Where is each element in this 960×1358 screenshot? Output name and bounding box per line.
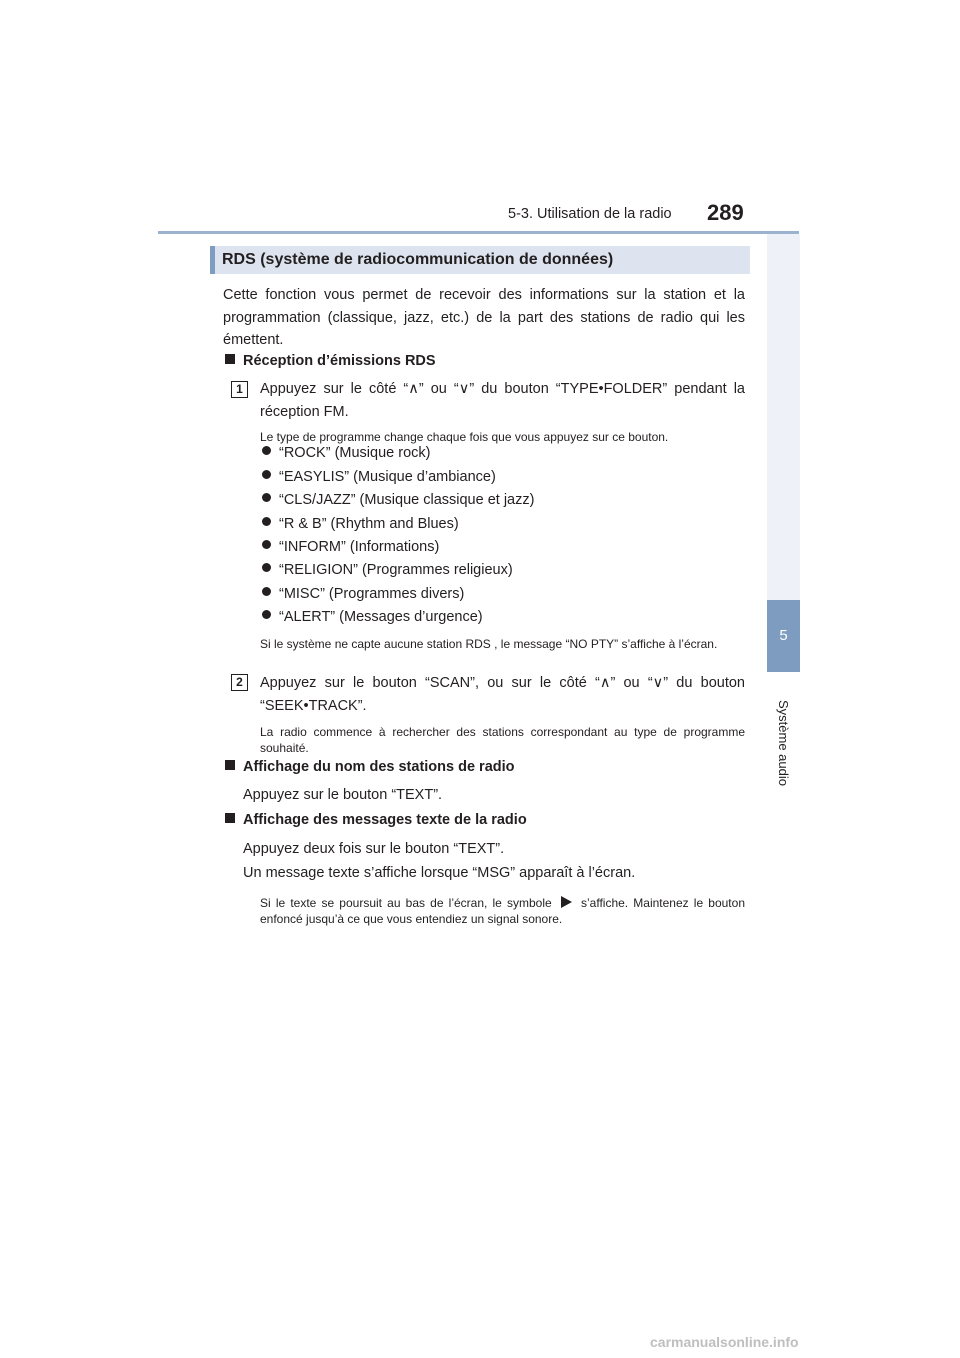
header-rule	[158, 231, 799, 234]
bullet-dot-icon	[262, 517, 271, 526]
watermark: carmanualsonline.info	[650, 1334, 799, 1350]
bullet-dot-icon	[262, 540, 271, 549]
section-title: 5-3. Utilisation de la radio	[508, 206, 672, 222]
bullet-dot-icon	[262, 563, 271, 572]
intro-paragraph: Cette fonction vous permet de recevoir des informations sur la station et la programmation (classique, jazz, etc.) de la part des stations de radio qui les émettent.	[223, 287, 745, 348]
program-type-item: “INFORM” (Informations)	[262, 539, 439, 555]
text-msg-heading	[225, 812, 527, 828]
bullet-dot-icon	[262, 446, 271, 455]
station-name-heading	[225, 759, 515, 775]
no-pty-note: Si le système ne capte aucune station RDS , le message “NO PTY” s’affiche à l’écran.	[260, 637, 718, 651]
side-tab-strip	[767, 234, 800, 600]
program-type-item: “ALERT” (Messages d’urgence)	[262, 609, 483, 625]
text-msg-heading-text: Affichage des messages texte de la radio	[243, 812, 527, 828]
step-1-note: Le type de programme change chaque fois que vous appuyez sur ce bouton.	[260, 430, 669, 444]
bullet-dot-icon	[262, 470, 271, 479]
square-bullet-icon	[225, 354, 235, 364]
section-heading: RDS (système de radiocommunication de données)	[222, 251, 614, 268]
play-triangle-icon	[561, 896, 572, 908]
reception-heading-text: Réception d’émissions RDS	[243, 353, 436, 369]
step-1-badge: 1	[231, 381, 248, 398]
bullet-dot-icon	[262, 493, 271, 502]
step-2-badge: 2	[231, 674, 248, 691]
station-name-text: Appuyez sur le bouton “TEXT”.	[243, 787, 443, 803]
reception-heading	[225, 353, 436, 369]
step-2-text: Appuyez sur le bouton “SCAN”, ou sur le côté “∧” ou “∨” du bouton “SEEK•TRACK”.	[260, 675, 745, 714]
chapter-label-text: Système audio	[776, 700, 791, 786]
program-type-item: “EASYLIS” (Musique d’ambiance)	[262, 469, 496, 485]
program-type-item: “R & B” (Rhythm and Blues)	[262, 516, 459, 532]
program-type-item: “CLS/JAZZ” (Musique classique et jazz)	[262, 492, 534, 508]
chapter-label	[775, 700, 795, 820]
program-type-item: “ROCK” (Musique rock)	[262, 445, 430, 461]
station-name-heading-text: Affichage du nom des stations de radio	[243, 759, 515, 775]
bullet-dot-icon	[262, 610, 271, 619]
bullet-dot-icon	[262, 587, 271, 596]
page-number: 289	[707, 200, 744, 225]
step-1-text: Appuyez sur le côté “∧” ou “∨” du bouton “TYPE•FOLDER” pendant la réception FM.	[260, 381, 745, 420]
program-type-item: “MISC” (Programmes divers)	[262, 586, 464, 602]
chapter-tab: 5	[767, 600, 800, 672]
scroll-note-end: s’affiche. Maintenez le bouton enfoncé jusqu’à ce que vous entendiez un signal sonore.	[260, 896, 745, 926]
step-2-note: La radio commence à rechercher des stations correspondant au type de programme souhaité.	[260, 725, 745, 755]
square-bullet-icon	[225, 760, 235, 770]
square-bullet-icon	[225, 813, 235, 823]
text-msg-line-2: Un message texte s’affiche lorsque “MSG” apparaît à l’écran.	[243, 865, 636, 881]
scroll-note	[260, 896, 745, 927]
program-type-item: “RELIGION” (Programmes religieux)	[262, 562, 513, 578]
scroll-note-start: Si le texte se poursuit au bas de l’écran, le symbole	[260, 896, 552, 910]
text-msg-line-1: Appuyez deux fois sur le bouton “TEXT”.	[243, 841, 505, 857]
